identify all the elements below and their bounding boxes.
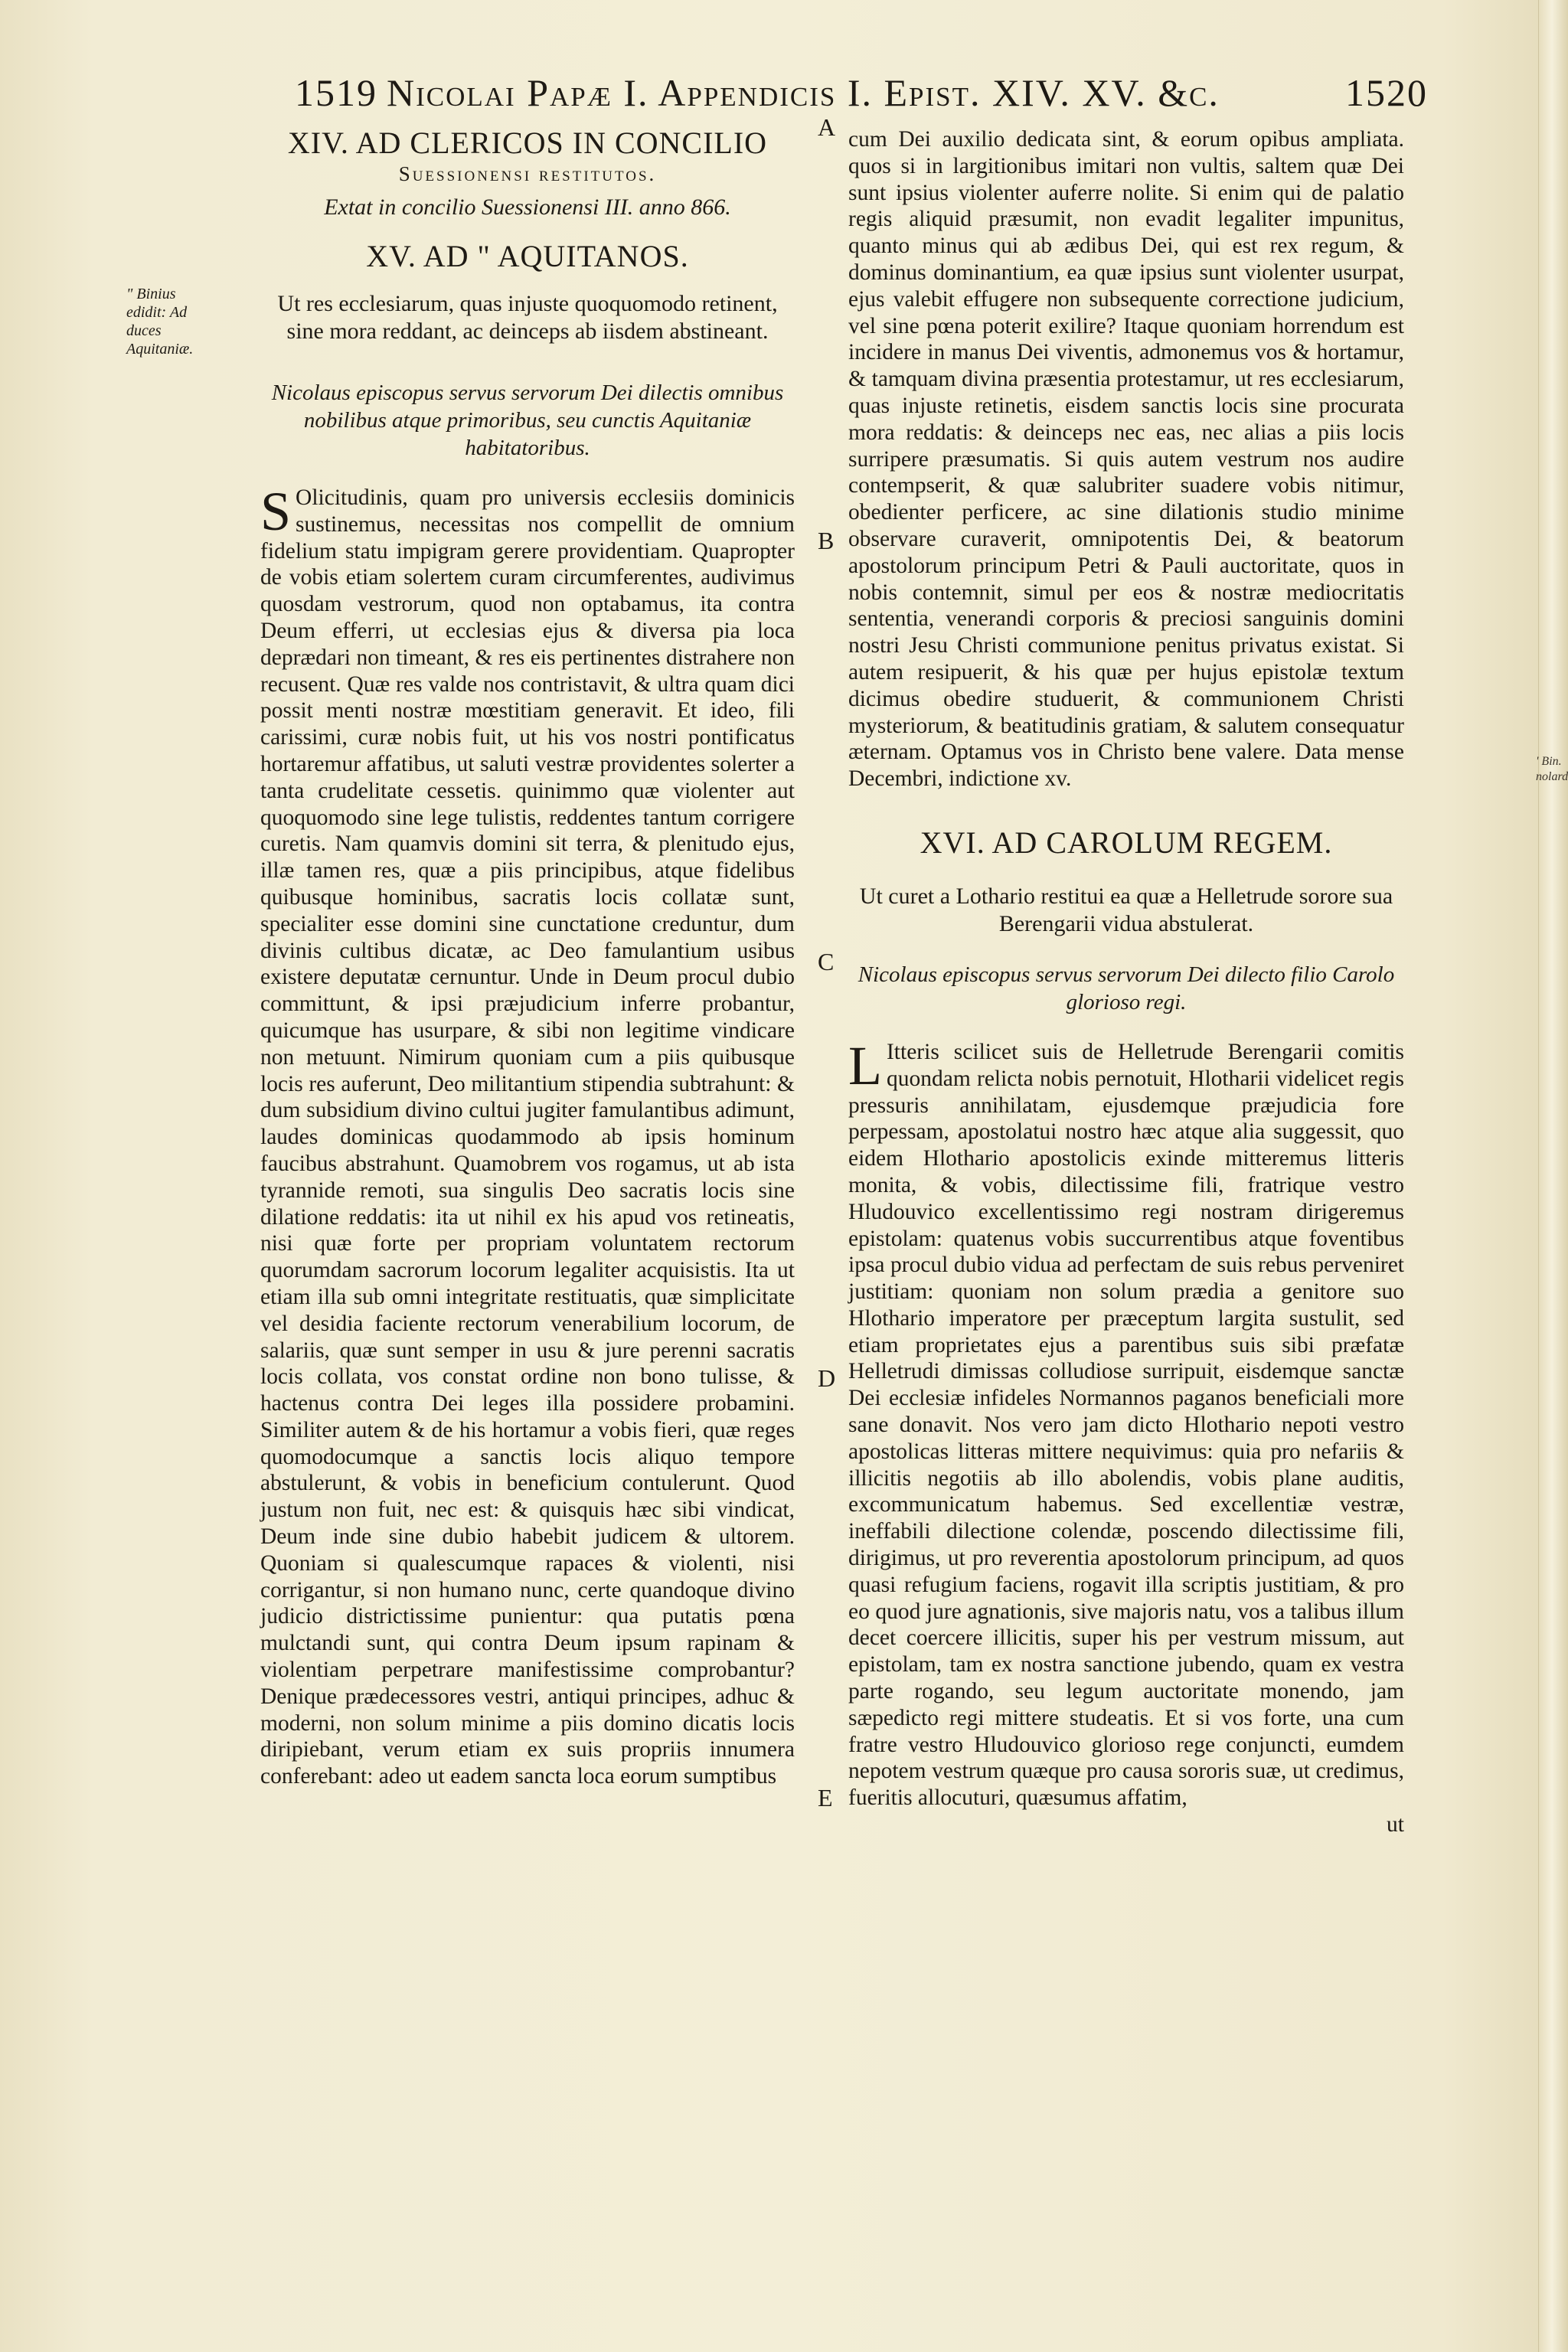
epistle-xvi-dropcap: L: [848, 1034, 882, 1096]
epistle-xvi-body: [848, 1034, 1404, 1811]
margin-letter-e: E: [818, 1784, 833, 1811]
running-head: [295, 70, 1428, 116]
epistle-xvi-address: Nicolaus episcopus servus servorum Dei dilecto filio Carolo glorioso regi.: [858, 962, 1395, 1014]
right-page-number: 1520: [1345, 71, 1428, 114]
epistle-xv-summary: Ut res ecclesiarum, quas injuste quoquomodo retinent, sine mora reddant, ac deinceps ab iisdem abstineant.: [277, 291, 778, 344]
page-edge: [1538, 0, 1568, 2352]
margin-letter-d: D: [818, 1364, 836, 1392]
right-column: [848, 126, 1404, 1838]
epistle-xiv-heading: XIV. AD CLERICOS IN CONCILIO: [287, 126, 768, 160]
epistle-xiv-source-note: Extat in concilio Suessionensi III. anno 866.: [324, 194, 731, 220]
left-page-number: 1519: [295, 71, 377, 114]
left-column: [260, 126, 795, 1790]
catchword: ut: [1387, 1812, 1404, 1838]
epistle-xv-text-left: Olicitudinis, quam pro universis ecclesiis dominicis sustinemus, necessitas nos compellit de omnium fidelium statu impigram gerere providentiam. Quapropter de vobis etiam solertem curam circumferentes, audivimus quosdam vestrorum, quod non optabamus, ita contra Deum efferri, ut ecclesias ejus & diversa pia loca deprædari non timeant, & res eis pertinentes distrahere non recusent. Quæ res valde nos contristavit, & ultra quam dici possit menti nostræ mœstitiam generavit. Et ideo, fili carissimi, curæ nobis fuit, ut his vos nostri pontificatus hortaremur affatibus, ut saluti vestræ providentes solerter a tanta crudelitate cessetis. quinimmo quæ violenter aut quoquomodo sine lege tulistis, reddentes tantum corrigere curetis. Nam quamvis domini sit terra, & plenitudo ejus, illæ tamen res, quæ a piis principibus, atque fidelibus quibusque hominibus, sacratis locis collatæ sunt, specialiter esse domini sine cunctatione creduntur, dum divinis cultibus dicatæ, ac Deo famulantium usibus existere deputatæ cernuntur. Unde in Deum procul dubio committunt, & ipsi præjudicium inferre probantur, quicumque has usurpare, & sibi non legitime vindicare non metuunt. Nimirum quoniam cum a piis quibusque locis res auferunt, Deo militantium stipendia subtrahunt: & dum subsidium divino cultui jugiter famulantibus adimunt, laudes dominicas quodammodo ab ipsis hominum faucibus abstrahunt. Quamobrem vos rogamus, ut ab ista tyrannide remoti, sua singulis Deo sacratis locis sine dilatione reddatis: ita ut nihil ex his apud vos retineatis, nisi quæ forte per propriam voluntatem rectorum quorumdam sacrorum locorum legaliter acquisistis. Ita ut etiam illa sub omni integritate restituatis, quæ simplicitate vel desidia faciente rectorum venerabilium locorum, de salariis, quæ sunt semper in usu & jure perenni sacratis locis collata, vos constat ordine non bono tulisse, & hactenus contra Dei leges illa possidere probamini. Similiter autem & de his hortamur a vobis fieri, quæ reges quomodocumque a sanctis locis aliquo tempore abstulerunt, & vobis in beneficium contulerunt. Quod justum non fuit, nec est: & quisquis hæc sibi vindicat, Deum inde sine dubio habebit judicem & ultorem. Quoniam si qualescumque rapaces & violenti, nisi corrigantur, si non humano nunc, certe quandoque divino judicio districtissime punientur: qua putatis pœna mulctandi sunt, qui contra Deum ipsum rapinam & violentiam perpetrare manifestissime comprobantur? Denique prædecessores vestri, antiqui principes, adhuc & moderni, non solum minime a piis domino dicatis locis diripiebant, verum etiam ex suis propriis innumera conferebant: adeo ut eadem sancta loca eorum sumptibus: [260, 485, 795, 1789]
epistle-xvi-text: Itteris scilicet suis de Helletrude Berengarii comitis quondam relicta nobis pernotuit, Hlotharii videlicet regis pressuris annihilatam, ejusdemque præjudicia fore perpessam, apostolatui nostro hæc atque alia suggessit, quo eidem Hlothario apostolicis exinde mitteremus litteris monita, & vobis, dilectissime fili, fratrique vestro Hludouvico excellentissimo regi nostram dirigeremus epistolam: quatenus vobis succurrentibus atque foventibus ipsa procul dubio vidua ad perfectam de suis rebus perveniret justitiam: quoniam non solum prædia a genitore suo Hlothario imperatore per præceptum largita sustulit, sed etiam proprietates ejus a parentibus suis sibi præfatæ Helletrudi dimissas colludiose surripuit, eisdemque sanctæ Dei ecclesiæ infideles Normannos paganos beneficiali more sane donavit. Nos vero jam dicto Hlothario nepoti vestro apostolicas litteras mittere nequivimus: quia pro nefariis & illicitis negotiis ab illo abolendis, vobis plane auditis, excommunicatum habemus. Sed excellentiæ vestræ, ineffabili dilectione colendæ, poscendo dilectissime fili, dirigimus, ut pro reverentia apostolorum principum, ad quos quasi refugium faciens, rogavit illa scriptis justitiam, & pro eo quod jure agnationis, sive majoris natu, vos a talibus illum decet coercere illicitis, super his per vestrum missum, aut epistolam, tam ex nostra sanctione jubendo, quam ex vestra parte rogando, seu legum auctoritate monendo, jam sæpedicto regi mittere studeatis. Et si vos forte, una cum fratre vestro Hludouvico glorioso rege conjuncti, eumdem nepotem vestrum quæque pro causa sororis suæ, ut credimus, fueritis allocuturi, quæsumus affatim,: [848, 1039, 1404, 1811]
epistle-xvi-heading: XVI. AD CAROLUM REGEM.: [920, 825, 1333, 860]
epistle-xiv-subheading: Suessionensi restitutos.: [398, 162, 657, 185]
margin-letter-a: A: [818, 113, 836, 141]
side-note-right: ' Bin. nolard: [1536, 755, 1568, 783]
epistle-xv-dropcap: S: [260, 481, 292, 542]
epistle-xvi-summary: Ut curet a Lothario restitui ea quæ a Helletrude sorore sua Berengarii vidua abstulerat.: [859, 883, 1393, 936]
epistle-xv-heading: XV. AD " AQUITANOS.: [366, 239, 689, 273]
margin-letter-b: B: [818, 527, 835, 554]
side-note-left: " Binius edidit: Ad duces Aquitaniæ.: [126, 286, 194, 358]
epistle-xv-address: Nicolaus episcopus servus servorum Dei dilectis omnibus nobilibus atque primoribus, seu cunctis Aquitaniæ habitatoribus.: [271, 381, 784, 460]
running-title: Nicolai Papæ I. Appendicis I. Epist. XIV. XV. &c.: [387, 71, 1220, 114]
epistle-xv-body-left: [260, 481, 795, 1790]
epistle-xv-body-right: cum Dei auxilio dedicata sint, & eorum opibus ampliata. quos si in largitionibus imitari non vultis, saltem quæ Dei sunt ipsius violenter auferre nolite. Si enim qui de palatio regis aliquid præsumit, non evadit legaliter impunitus, quanto minus qui ab ædibus Dei, qui est rex regum, & dominus dominantium, ea quæ ipsius sunt violenter usurpat, ejus valebit effugere non subsequente correctione judicium, vel sine pœna poterit exilire? Itaque quoniam horrendum est incidere in manus Dei viventis, admonemus vos & hortamur, & tamquam divina præsentia protestamur, ut res ecclesiarum, quas injuste retinetis, eisdem sanctis locis sine procurata mora reddatis: & deinceps nec eas, nec alias a piis locis surripere præsumatis. Si quis autem vestrum nos audire contempserit, & quæ salubriter suadere vobis nitimur, obedienter perficere, ac sine dilationis studio minime observare curaverit, omnipotentis Dei, & beatorum apostolorum principum Petri & Pauli auctoritate, quos in nobis contemnit, simul per eos & nostræ mediocritatis sententia, venerandi corporis & preciosi sanguinis domini nostri Jesu Christi communione penitus privatus existat. Si autem resipuerit, & his quæ per hujus epistolæ textum dicimus obedire studuerit, & communionem Christi mysteriorum, & beatitudinis gratiam, & salutem consequatur æternam. Optamus vos in Christo bene valere. Data mense Decembri, indictione xv.: [848, 127, 1404, 792]
margin-letter-c: C: [818, 948, 835, 975]
